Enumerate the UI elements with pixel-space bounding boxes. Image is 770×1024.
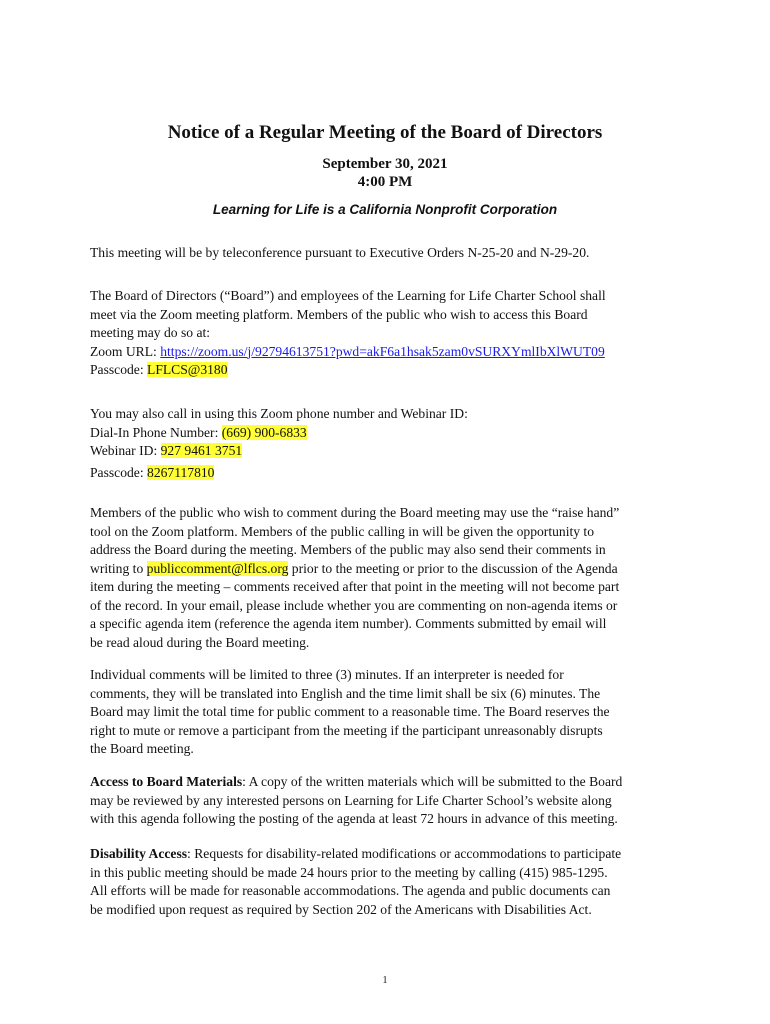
intro-paragraph — [90, 244, 690, 263]
limits-line-5: the Board meeting. — [90, 741, 194, 756]
comment-line-7: a specific agenda item (reference the agenda item number). Comments submitted by email will — [90, 616, 607, 631]
phone-passcode-value: 8267117810 — [147, 464, 215, 480]
dialin-value: (669) 900-6833 — [221, 424, 307, 440]
comment-line-4-pre: writing to — [90, 560, 147, 576]
zoom-paragraph — [90, 287, 690, 380]
limits-line-2: comments, they will be translated into English and the time limit shall be six (6) minutes. The — [90, 685, 601, 701]
materials-line-1-text: : A copy of the written materials which will be submitted to the Board — [242, 774, 623, 789]
meeting-date: September 30, 2021 — [322, 156, 448, 172]
phone-passcode-line — [90, 464, 690, 483]
zoom-line-1: The Board of Directors (“Board”) and employees of the Learning for Life Charter School shall — [90, 288, 606, 303]
limits-paragraph — [90, 666, 690, 759]
webinar-line — [90, 442, 690, 461]
webinar-value: 927 9461 3751 — [160, 443, 243, 458]
meeting-time: 4:00 PM — [357, 174, 413, 190]
limits-line-3: Board may limit the total time for public comment to a reasonable time. The Board reserves the — [90, 704, 610, 719]
materials-line-2: may be reviewed by any interested persons on Learning for Life Charter School’s website along — [90, 792, 612, 808]
comment-line-6: of the record. In your email, please include whether you are commenting on non-agenda items or — [90, 597, 618, 613]
disability-line-2: in this public meeting should be made 24 hours prior to the meeting by calling (415) 985-1295. — [90, 864, 608, 880]
disability-line-4: be modified upon request as required by Section 202 of the Americans with Disabilities Act. — [90, 901, 592, 917]
zoom-passcode-value: LFLCS@3180 — [147, 362, 228, 377]
limits-line-1: Individual comments will be limited to three (3) minutes. If an interpreter is needed for — [90, 667, 564, 682]
dialin-label: Dial-In Phone Number: — [90, 424, 222, 440]
comment-line-4-post: prior to the meeting or prior to the discussion of the Agenda — [288, 560, 618, 576]
comment-line-8: be read aloud during the Board meeting. — [90, 634, 310, 650]
zoom-url-label: Zoom URL: — [90, 343, 161, 359]
zoom-line-3: meeting may do so at: — [90, 325, 211, 340]
intro-text: This meeting will be by teleconference pursuant to Executive Orders N-25-20 and N-29-20. — [90, 245, 590, 260]
limits-line-4: right to mute or remove a participant from the meeting if the participant unreasonably disrupts — [90, 722, 603, 738]
webinar-label: Webinar ID: — [90, 443, 161, 458]
page-title: Notice of a Regular Meeting of the Board of Directors — [167, 122, 603, 143]
disability-line-1 — [90, 845, 690, 864]
comment-line-1: Members of the public who wish to comment during the Board meeting may use the “raise hand” — [90, 505, 620, 520]
page-number: 1 — [382, 975, 388, 986]
zoom-url-line — [90, 343, 690, 362]
zoom-url-link[interactable]: https://zoom.us/j/92794613751?pwd=akF6a1hsak5zam0vSURXYmlIbXlWUT09 — [160, 343, 605, 359]
disability-line-3: All efforts will be made for reasonable accommodations. The agenda and public documents can — [90, 883, 611, 898]
comment-line-5: item during the meeting – comments received after that point in the meeting will not become part — [90, 579, 620, 594]
comment-paragraph — [90, 504, 690, 652]
comment-line-4 — [90, 560, 690, 579]
phone-paragraph — [90, 405, 690, 482]
organization-subtitle: Learning for Life is a California Nonprofit Corporation — [212, 202, 558, 217]
materials-line-1 — [90, 773, 690, 792]
comment-line-2: tool on the Zoom platform. Members of the public calling in will be given the opportunity to — [90, 523, 595, 539]
disability-line-1-text: : Requests for disability-related modifications or accommodations to participate — [187, 846, 622, 861]
phone-passcode-label: Passcode: — [90, 464, 148, 480]
zoom-passcode-label: Passcode: — [90, 362, 148, 377]
comment-line-3: address the Board during the meeting. Members of the public may also send their comments in — [90, 542, 606, 557]
dialin-line — [90, 424, 690, 443]
materials-heading: Access to Board Materials — [90, 774, 243, 789]
disability-heading: Disability Access — [90, 846, 188, 861]
disability-paragraph — [90, 845, 690, 919]
phone-intro: You may also call in using this Zoom phone number and Webinar ID: — [90, 406, 468, 421]
zoom-passcode-line — [90, 361, 690, 380]
public-comment-email[interactable]: publiccomment@lflcs.org — [146, 560, 289, 576]
zoom-line-2: meet via the Zoom meeting platform. Members of the public who wish to access this Board — [90, 306, 588, 322]
materials-line-3: with this agenda following the posting of the agenda at least 72 hours in advance of this meeting. — [90, 811, 618, 826]
materials-paragraph — [90, 773, 690, 829]
